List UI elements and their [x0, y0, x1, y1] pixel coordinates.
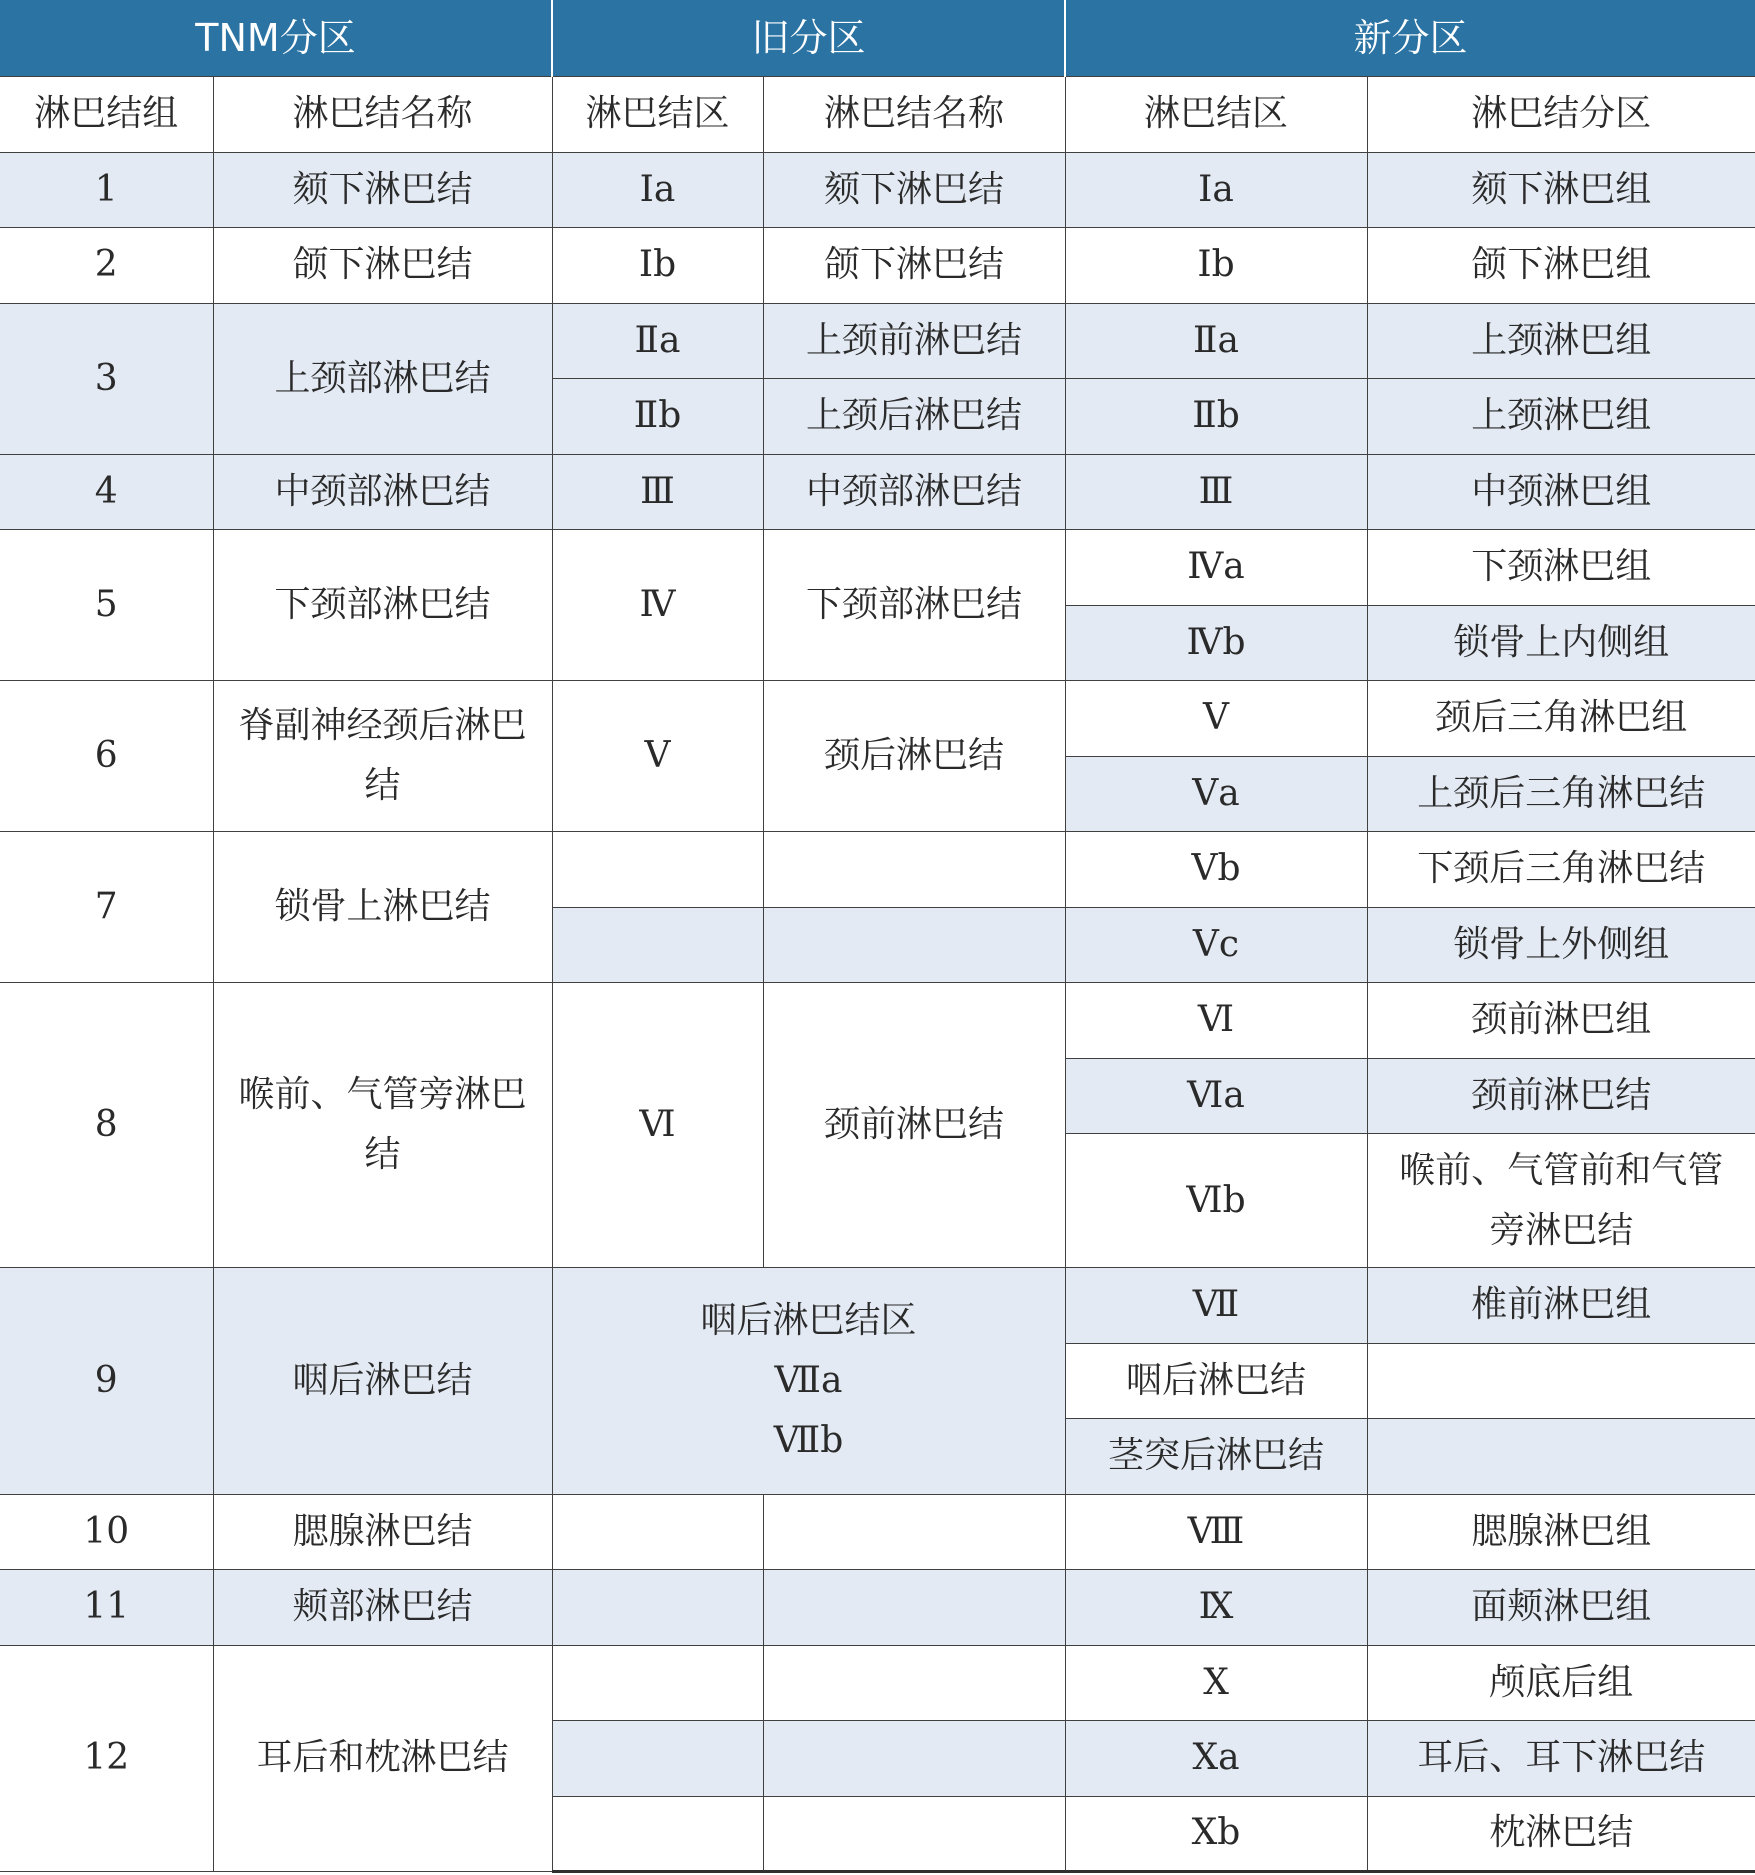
- new-region: Ⅹa: [1065, 1721, 1367, 1797]
- old-region: Ⅵ: [552, 983, 763, 1268]
- new-subdivision: 颏下淋巴组: [1367, 152, 1755, 228]
- old-region-empty: [552, 1570, 763, 1646]
- group-number: 1: [0, 152, 213, 228]
- new-region: Ⅳa: [1065, 530, 1367, 606]
- new-region: Ⅰa: [1065, 152, 1367, 228]
- subheader-cell: 淋巴结组: [0, 76, 213, 152]
- new-region: Ⅴ: [1065, 681, 1367, 757]
- table-row: [0, 303, 1755, 379]
- new-region: 咽后淋巴结: [1065, 1343, 1367, 1419]
- subheader-row: [0, 76, 1755, 152]
- old-name: 颌下淋巴结: [763, 228, 1065, 304]
- old-name: 下颈部淋巴结: [763, 530, 1065, 681]
- new-subdivision: 上颈后三角淋巴结: [1367, 756, 1755, 832]
- new-region: Ⅰb: [1065, 228, 1367, 304]
- old-name: 中颈部淋巴结: [763, 454, 1065, 530]
- table-row: [0, 1645, 1755, 1721]
- table-row: [0, 454, 1755, 530]
- header-tnm: TNM分区: [0, 0, 552, 76]
- table-row: [0, 681, 1755, 757]
- old-region: Ⅰa: [552, 152, 763, 228]
- tnm-name: 腮腺淋巴结: [213, 1494, 552, 1570]
- tnm-name: 颏下淋巴结: [213, 152, 552, 228]
- new-subdivision: 颌下淋巴组: [1367, 228, 1755, 304]
- subheader-cell: 淋巴结分区: [1367, 76, 1755, 152]
- new-region: Ⅳb: [1065, 605, 1367, 681]
- old-name-empty: [763, 1796, 1065, 1872]
- tnm-name: 脊副神经颈后淋巴结: [213, 681, 552, 832]
- new-region: Ⅵ: [1065, 983, 1367, 1059]
- old-name: 颈后淋巴结: [763, 681, 1065, 832]
- old-region-empty: [552, 832, 763, 908]
- subheader-cell: 淋巴结区: [1065, 76, 1367, 152]
- old-region: Ⅲ: [552, 454, 763, 530]
- new-subdivision: 中颈淋巴组: [1367, 454, 1755, 530]
- new-subdivision: 面颊淋巴组: [1367, 1570, 1755, 1646]
- old-name: 上颈前淋巴结: [763, 303, 1065, 379]
- header-row: [0, 0, 1755, 76]
- tnm-name: 咽后淋巴结: [213, 1268, 552, 1495]
- new-region: Ⅱb: [1065, 379, 1367, 455]
- old-region: Ⅱa: [552, 303, 763, 379]
- new-region: Ⅴb: [1065, 832, 1367, 908]
- table-row: [0, 832, 1755, 908]
- new-region: Ⅱa: [1065, 303, 1367, 379]
- old-name: 上颈后淋巴结: [763, 379, 1065, 455]
- old-region-empty: [552, 1796, 763, 1872]
- old-region-empty: [552, 1645, 763, 1721]
- group-number: 12: [0, 1645, 213, 1872]
- new-subdivision: 下颈淋巴组: [1367, 530, 1755, 606]
- new-subdivision: 颅底后组: [1367, 1645, 1755, 1721]
- old-name-empty: [763, 832, 1065, 908]
- table-row: [0, 983, 1755, 1059]
- new-subdivision: 上颈淋巴组: [1367, 379, 1755, 455]
- old-name-empty: [763, 1721, 1065, 1797]
- old-region: Ⅱb: [552, 379, 763, 455]
- tnm-name: 下颈部淋巴结: [213, 530, 552, 681]
- new-subdivision: 锁骨上内侧组: [1367, 605, 1755, 681]
- old-name-empty: [763, 1570, 1065, 1646]
- old-name: 颏下淋巴结: [763, 152, 1065, 228]
- tnm-name: 耳后和枕淋巴结: [213, 1645, 552, 1872]
- tnm-name: 上颈部淋巴结: [213, 303, 552, 454]
- new-subdivision: 颈后三角淋巴组: [1367, 681, 1755, 757]
- new-region: Ⅹb: [1065, 1796, 1367, 1872]
- new-subdivision: 耳后、耳下淋巴结: [1367, 1721, 1755, 1797]
- tnm-name: 锁骨上淋巴结: [213, 832, 552, 983]
- new-region: 茎突后淋巴结: [1065, 1419, 1367, 1495]
- old-region: Ⅳ: [552, 530, 763, 681]
- group-number: 6: [0, 681, 213, 832]
- subheader-cell: 淋巴结名称: [213, 76, 552, 152]
- old-region-empty: [552, 907, 763, 983]
- old-name-empty: [763, 1494, 1065, 1570]
- new-subdivision: 上颈淋巴组: [1367, 303, 1755, 379]
- header-old: 旧分区: [552, 0, 1065, 76]
- group-number: 5: [0, 530, 213, 681]
- new-region: Ⅵb: [1065, 1134, 1367, 1268]
- new-region: Ⅷ: [1065, 1494, 1367, 1570]
- group-number: 2: [0, 228, 213, 304]
- table-row: [0, 228, 1755, 304]
- new-region: Ⅹ: [1065, 1645, 1367, 1721]
- new-subdivision: 枕淋巴结: [1367, 1796, 1755, 1872]
- new-region: Ⅲ: [1065, 454, 1367, 530]
- new-region: Ⅶ: [1065, 1268, 1367, 1344]
- old-region-empty: [552, 1721, 763, 1797]
- old-retropharyngeal-region: 咽后淋巴结区 Ⅶa Ⅶb: [552, 1268, 1065, 1495]
- subheader-cell: 淋巴结区: [552, 76, 763, 152]
- tnm-name: 中颈部淋巴结: [213, 454, 552, 530]
- new-region: Ⅴc: [1065, 907, 1367, 983]
- new-region: Ⅵa: [1065, 1058, 1367, 1134]
- new-subdivision: [1367, 1419, 1755, 1495]
- table-row: [0, 1494, 1755, 1570]
- old-region: Ⅰb: [552, 228, 763, 304]
- group-number: 9: [0, 1268, 213, 1495]
- new-subdivision: 腮腺淋巴组: [1367, 1494, 1755, 1570]
- group-number: 11: [0, 1570, 213, 1646]
- old-region: Ⅴ: [552, 681, 763, 832]
- old-region-empty: [552, 1494, 763, 1570]
- group-number: 10: [0, 1494, 213, 1570]
- table-row: [0, 152, 1755, 228]
- subheader-cell: 淋巴结名称: [763, 76, 1065, 152]
- new-subdivision: 颈前淋巴组: [1367, 983, 1755, 1059]
- table-row: [0, 1570, 1755, 1646]
- new-region: Ⅴa: [1065, 756, 1367, 832]
- group-number: 4: [0, 454, 213, 530]
- tnm-name: 颌下淋巴结: [213, 228, 552, 304]
- tnm-name: 颊部淋巴结: [213, 1570, 552, 1646]
- new-subdivision: 椎前淋巴组: [1367, 1268, 1755, 1344]
- header-new: 新分区: [1065, 0, 1755, 76]
- new-subdivision: 锁骨上外侧组: [1367, 907, 1755, 983]
- group-number: 8: [0, 983, 213, 1268]
- new-subdivision: 颈前淋巴结: [1367, 1058, 1755, 1134]
- old-name-empty: [763, 907, 1065, 983]
- new-subdivision: [1367, 1343, 1755, 1419]
- new-subdivision: 下颈后三角淋巴结: [1367, 832, 1755, 908]
- group-number: 3: [0, 303, 213, 454]
- tnm-name: 喉前、气管旁淋巴结: [213, 983, 552, 1268]
- old-name: 颈前淋巴结: [763, 983, 1065, 1268]
- table-row: [0, 530, 1755, 606]
- new-subdivision: 喉前、气管前和气管旁淋巴结: [1367, 1134, 1755, 1268]
- new-region: Ⅸ: [1065, 1570, 1367, 1646]
- group-number: 7: [0, 832, 213, 983]
- old-name-empty: [763, 1645, 1065, 1721]
- table-row: [0, 1268, 1755, 1344]
